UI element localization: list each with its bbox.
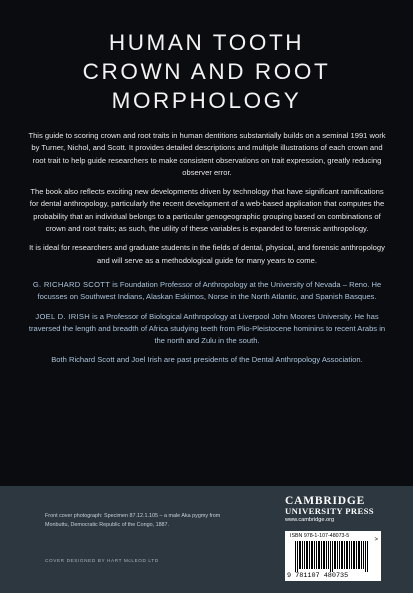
cover-designer: COVER DESIGNED BY HART McLEOD LTD [45,558,159,563]
author-text-scott: is Foundation Professor of Anthropology at the University of Nevada – Reno. He focusses on Southwest Indians, Alaskan Eskimos, Norse in the North Atlantic, and Spanish Basques. [37,279,382,302]
publisher-name: CAMBRIDGE [285,495,366,507]
title-line-3: MORPHOLOGY [111,88,302,113]
barcode-arrow: > [374,537,378,543]
isbn-label: ISBN 978-1-107-48073-5 [290,533,350,539]
blurb [27,130,387,374]
publisher-url: www.cambridge.org [285,517,335,523]
barcode-number: 9 781107 480735 [287,572,349,580]
author-bio-scott [27,279,387,304]
barcode-panel [285,531,381,581]
publisher-subtitle: UNIVERSITY PRESS [285,506,374,516]
author-bio-irish [27,311,387,348]
title-line-2: CROWN AND ROOT [82,59,331,84]
barcode-icon [295,541,371,572]
blurb-paragraph-3: It is ideal for researchers and graduate students in the fields of dental, physical, and forensic anthropology and will serve as a methodological guide for many years to come. [29,243,385,265]
photo-credit: Front cover photograph: Specimen 87.12.1.105 – a male Aka pygmy from Monbuttu, Democratic Republic of the Congo, 1887. [45,513,221,528]
author-text-irish: is a Professor of Biological Anthropology at Liverpool John Moores University. He has traversed the length and breadth of Africa studying teeth from Plio-Pleistocene hominins to recent Arabs in the north and Zulu in the south. [28,311,386,346]
publisher-logo [285,495,381,523]
title-line-1: HUMAN TOOTH [108,30,305,55]
author-name-scott: G. RICHARD SCOTT [32,279,111,289]
authors-joint-note: Both Richard Scott and Joel Irish are past presidents of the Dental Anthropology Association. [51,355,363,365]
book-title [0,28,413,115]
blurb-paragraph-1: This guide to scoring crown and root traits in human dentitions substantially builds on a seminal 1991 work by Turner, Nichol, and Scott. It provides detailed descriptions and multiple illustrations of each crown and root trait to help guide researchers to make consistent observations on trait expression, greatly reducing observer error. [28,131,386,177]
blurb-paragraph-2: The book also reflects exciting new developments driven by technology that have significant ramifications for dental anthropology, particularly the recent development of a web-based application that computes the probability that an individual belongs to a particular genogeographic grouping based on combinations of crown and root traits; as such, the utility of these variables is expanded to forensic anthropology. [29,187,385,234]
author-name-irish: JOEL D. IRISH [35,311,91,321]
